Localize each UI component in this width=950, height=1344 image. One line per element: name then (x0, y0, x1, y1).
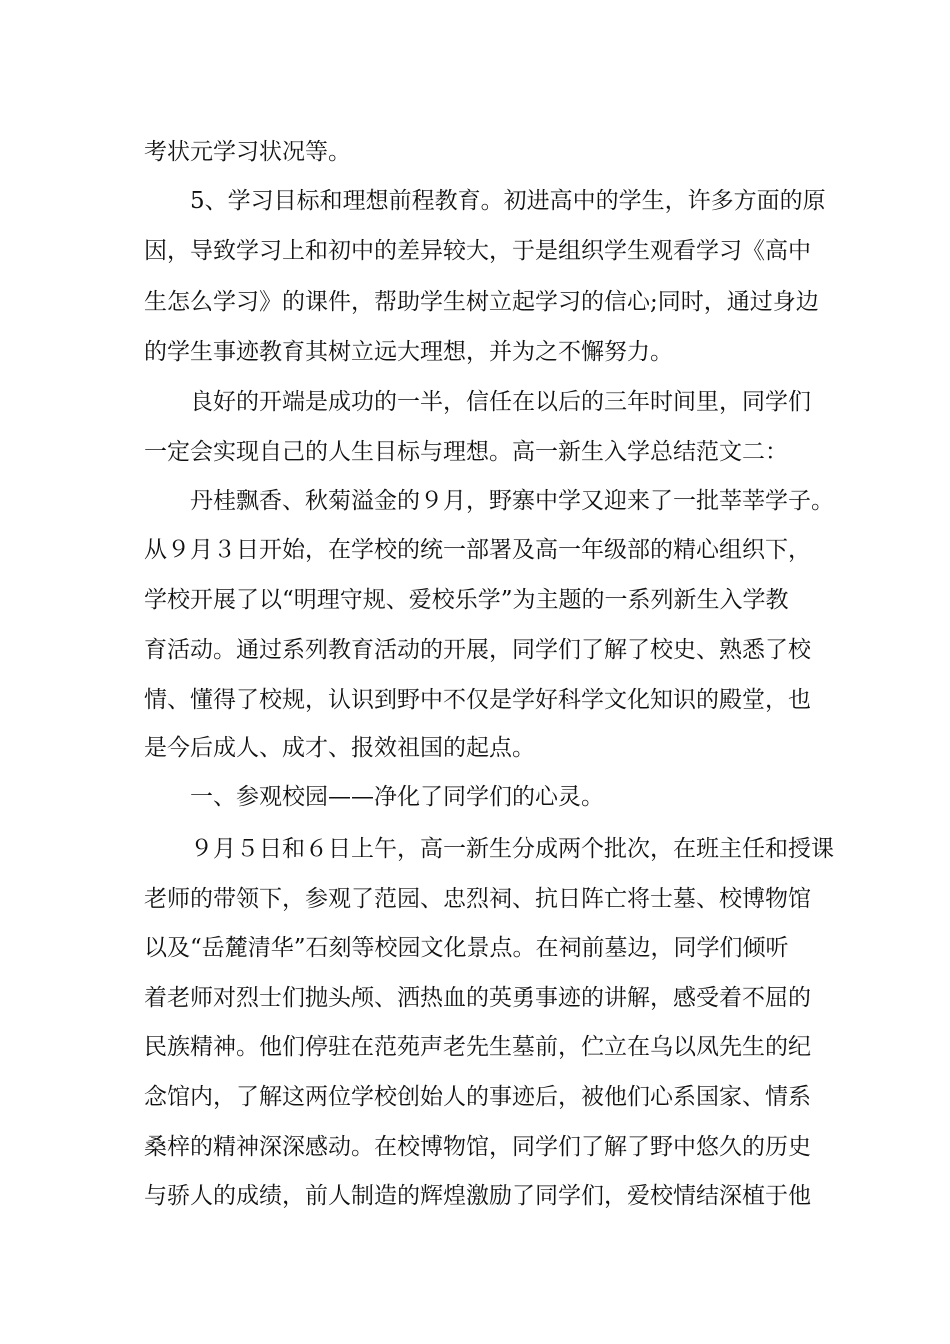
text-line: 的学生事迹教育其树立远大理想，并为之不懈努力。 (144, 339, 673, 365)
text-line: 是今后成人、成才、报效祖国的起点。 (144, 735, 535, 761)
text-line: 民族精神。他们停驻在范苑声老先生墓前，伫立在乌以凤先生的纪 (144, 1034, 811, 1060)
text-line: 因，导致学习上和初中的差异较大，于是组织学生观看学习《高中 (144, 238, 811, 264)
text-line: 育活动。通过系列教育活动的开展，同学们了解了校史、熟悉了校 (144, 637, 811, 663)
text-line: 着老师对烈士们抛头颅、洒热血的英勇事迹的讲解，感受着不屈的 (144, 985, 811, 1011)
text-line: 考状元学习状况等。 (144, 139, 351, 165)
paragraph-first-line: 丹桂飘香、秋菊溢金的９月，野寨中学又迎来了一批莘莘学子。 (190, 488, 834, 514)
paragraph-first-line: 5、学习目标和理想前程教育。初进高中的学生，许多方面的原 (190, 188, 826, 214)
section-heading: 一、参观校园——净化了同学们的心灵。 (190, 784, 604, 810)
text-line: 学校开展了以“明理守规、爱校乐学”为主题的一系列新生入学教 (144, 587, 789, 613)
text-line: 从９月３日开始，在学校的统一部署及高一年级部的精心组织下， (144, 537, 811, 563)
text-line: 念馆内，了解这两位学校创始人的事迹后，被他们心系国家、情系 (144, 1084, 811, 1110)
paragraph-first-line: 良好的开端是成功的一半，信任在以后的三年时间里，同学们 (190, 389, 811, 415)
text-line: 桑梓的精神深深感动。在校博物馆，同学们了解了野中悠久的历史 (144, 1134, 811, 1160)
text-line: 以及“岳麓清华”石刻等校园文化景点。在祠前墓边，同学们倾听 (144, 935, 789, 961)
text-line: 生怎么学习》的课件，帮助学生树立起学习的信心;同时，通过身边 (144, 289, 819, 315)
text-line: 情、懂得了校规，认识到野中不仅是学好科学文化知识的殿堂，也 (144, 687, 811, 713)
text-line: 一定会实现自己的人生目标与理想。高一新生入学总结范文二： (144, 439, 788, 465)
text-line: 与骄人的成绩，前人制造的辉煌激励了同学们，爱校情结深植于他 (144, 1183, 811, 1209)
paragraph-first-line: ９月５日和６日上午，高一新生分成两个批次，在班主任和授课 (190, 836, 834, 862)
text-line: 老师的带领下，参观了范园、忠烈祠、抗日阵亡将士墓、校博物馆 (144, 886, 811, 912)
